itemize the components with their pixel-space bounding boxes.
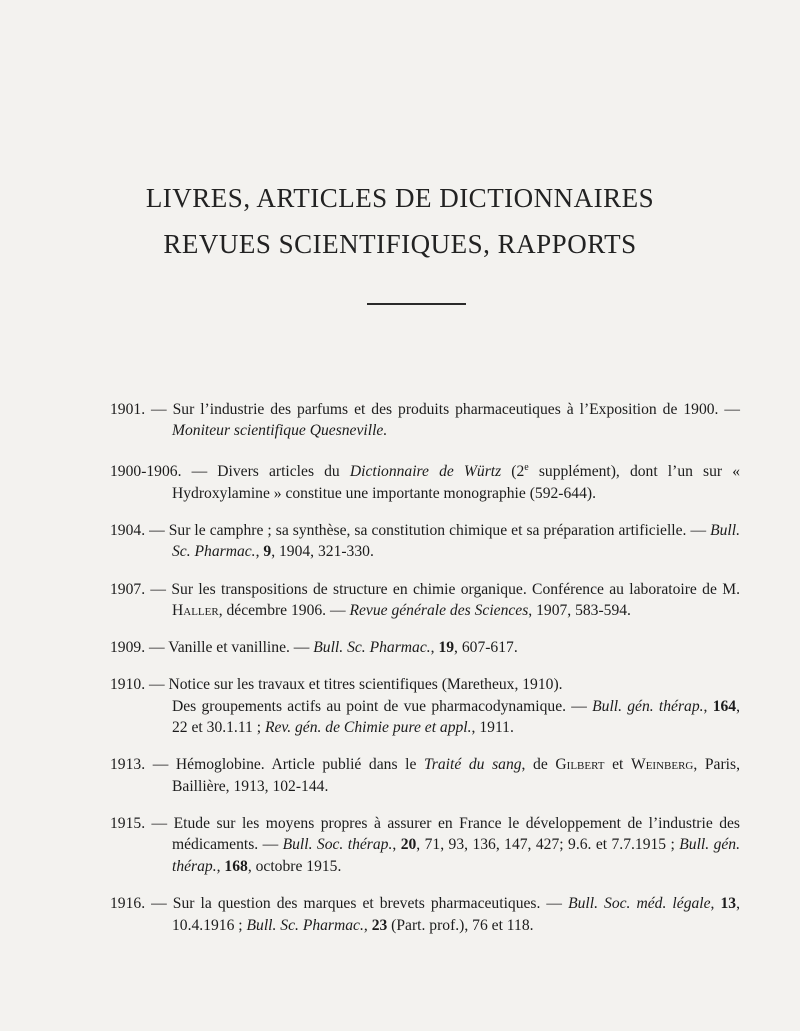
heading-line-2: REVUES SCIENTIFIQUES, RAPPORTS: [163, 229, 637, 259]
entry-1910: 1910. — Notice sur les travaux et titres scientifiques (Maretheux, 1910).: [110, 676, 563, 694]
entry-1907: 1907. — Sur les transpositions de structure en chimie organique. Conférence au laboratoire de M. Haller, décembre 1906. — Revue générale des Sciences, 1907, 583-594.: [110, 580, 740, 620]
bibliography-list: [110, 383, 740, 946]
entry-1901: 1901. — Sur l’industrie des parfums et des produits pharmaceutiques à l’Exposition de 1900. — Moniteur scientifique Quesneville.: [110, 400, 740, 440]
entry-1909: 1909. — Vanille et vanilline. — Bull. Sc. Pharmac., 19, 607-617.: [110, 639, 518, 657]
heading-rule: [367, 303, 466, 305]
entry-1913: 1913. — Hémoglobine. Article publié dans le Traité du sang, de Gilbert et Weinberg, Paris, Baillière, 1913, 102-144.: [110, 756, 740, 795]
entry-1910-continued: Des groupements actifs au point de vue pharmacodynamique. — Bull. gén. thérap., 164, 22 et 30.1.11 ; Rev. gén. de Chimie pure et appl., 1911.: [172, 697, 740, 737]
heading-line-1: LIVRES, ARTICLES DE DICTIONNAIRES: [145, 183, 655, 213]
entry-1904: 1904. — Sur le camphre ; sa synthèse, sa constitution chimique et sa préparation artificielle. — Bull. Sc. Pharmac., 9, 1904, 321-330.: [110, 521, 740, 561]
entry-1916: 1916. — Sur la question des marques et brevets pharmaceutiques. — Bull. Soc. méd. légale, 13, 10.4.1916 ; Bull. Sc. Pharmac., 23 (Part. prof.), 76 et 118.: [110, 895, 740, 934]
entry-1900-1906: 1900-1906. — Divers articles du Dictionnaire de Würtz (2e supplément), dont l’un sur « Hydroxylamine » constitue une importante monographie (592-644).: [110, 462, 740, 502]
entry-1915: 1915. — Etude sur les moyens propres à assurer en France le développement de l’industrie des médicaments. — Bull. Soc. thérap., 20, 71, 93, 136, 147, 427; 9.6. et 7.7.1915 ; Bull. gén. thérap., 168, octobre 1915.: [110, 814, 740, 875]
